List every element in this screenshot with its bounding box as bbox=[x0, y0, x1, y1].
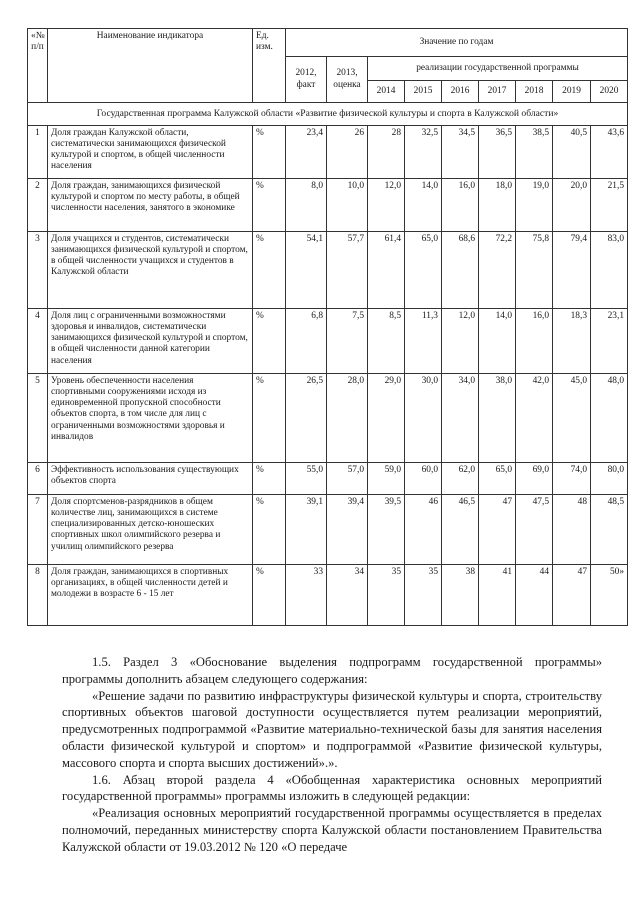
value-cell: 35 bbox=[368, 564, 405, 625]
value-cell: 6,8 bbox=[286, 308, 327, 373]
row-number: 2 bbox=[28, 178, 48, 231]
value-cell: 39,4 bbox=[327, 494, 368, 564]
col-header-values: Значение по годам bbox=[286, 29, 628, 57]
value-cell: 65,0 bbox=[479, 462, 516, 494]
year-header: 2018 bbox=[516, 81, 553, 103]
value-cell: 42,0 bbox=[516, 373, 553, 462]
value-cell: 10,0 bbox=[327, 178, 368, 231]
col-header-name: Наименование индикатора bbox=[48, 29, 253, 103]
paragraph-quote-1: «Решение задачи по развитию инфраструктуры физической культуры и спорта, строительству спортивных объектов шаговой доступности осуществляется путем реализации мероприятий, предусмотренных подпрограммой «Развитие материально-технической базы для занятия населения области физической культурой и спортом» и подпрограммой «Развитие физической культуры, массового спорта и спорта высших достижений».». bbox=[62, 688, 602, 770]
table-row bbox=[28, 125, 628, 178]
indicator-name: Уровень обеспеченности населения спортивными сооружениями исходя из единовременной пропускной способности объектов спорта, в том числе для лиц с ограниченными возможностями здоровья и инвалидов bbox=[48, 373, 253, 462]
value-cell: 14,0 bbox=[479, 308, 516, 373]
unit-cell: % bbox=[253, 564, 286, 625]
unit-cell: % bbox=[253, 308, 286, 373]
value-cell: 80,0 bbox=[591, 462, 628, 494]
value-cell: 68,6 bbox=[442, 231, 479, 308]
indicator-name: Доля граждан, занимающихся в спортивных организациях, в общей численности детей и молодежи в возрасте 6 - 15 лет bbox=[48, 564, 253, 625]
row-number: 5 bbox=[28, 373, 48, 462]
table-body bbox=[28, 125, 628, 625]
col-header-2013: 2013, оценка bbox=[327, 57, 368, 103]
table-row bbox=[28, 462, 628, 494]
table-row bbox=[28, 494, 628, 564]
value-cell: 59,0 bbox=[368, 462, 405, 494]
table-row bbox=[28, 231, 628, 308]
value-cell: 19,0 bbox=[516, 178, 553, 231]
unit-cell: % bbox=[253, 178, 286, 231]
value-cell: 47,5 bbox=[516, 494, 553, 564]
table-row bbox=[28, 308, 628, 373]
value-cell: 54,1 bbox=[286, 231, 327, 308]
row-number: 1 bbox=[28, 125, 48, 178]
value-cell: 75,8 bbox=[516, 231, 553, 308]
indicator-name: Доля учащихся и студентов, систематически занимающихся физической культурой и спортом, в общей численности учащихся и студентов в Калужской области bbox=[48, 231, 253, 308]
value-cell: 18,3 bbox=[553, 308, 591, 373]
value-cell: 29,0 bbox=[368, 373, 405, 462]
unit-cell: % bbox=[253, 462, 286, 494]
row-number: 6 bbox=[28, 462, 48, 494]
paragraph-1-6: 1.6. Абзац второй раздела 4 «Обобщенная характеристика основных мероприятий государственной программы» программы изложить в следующей редакции: bbox=[62, 772, 602, 804]
paragraph-1-5: 1.5. Раздел 3 «Обоснование выделения подпрограмм государственной программы» программы дополнить абзацем следующего содержания: bbox=[62, 655, 602, 686]
value-cell: 57,0 bbox=[327, 462, 368, 494]
value-cell: 23,4 bbox=[286, 125, 327, 178]
value-cell: 34,0 bbox=[442, 373, 479, 462]
indicator-name: Доля граждан, занимающихся физической культурой и спортом по месту работы, в общей численности населения, занятого в экономике bbox=[48, 178, 253, 231]
value-cell: 21,5 bbox=[591, 178, 628, 231]
value-cell: 48 bbox=[553, 494, 591, 564]
value-cell: 39,1 bbox=[286, 494, 327, 564]
value-cell: 14,0 bbox=[405, 178, 442, 231]
value-cell: 43,6 bbox=[591, 125, 628, 178]
value-cell: 72,2 bbox=[479, 231, 516, 308]
value-cell: 32,5 bbox=[405, 125, 442, 178]
value-cell: 47 bbox=[553, 564, 591, 625]
value-cell: 18,0 bbox=[479, 178, 516, 231]
indicator-name: Доля спортсменов-разрядников в общем количестве лиц, занимающихся в системе специализированных детско-юношеских спортивных школ олимпийского резерва и училищ олимпийского резерва bbox=[48, 494, 253, 564]
value-cell: 39,5 bbox=[368, 494, 405, 564]
indicator-name: Доля лиц с ограниченными возможностями здоровья и инвалидов, систематически занимающихся физической культурой и спортом, в общей численности данной категории населения bbox=[48, 308, 253, 373]
value-cell: 57,7 bbox=[327, 231, 368, 308]
row-number: 4 bbox=[28, 308, 48, 373]
indicator-name: Доля граждан Калужской области, систематически занимающихся физической культурой и спортом, в общей численности населения bbox=[48, 125, 253, 178]
year-header: 2020 bbox=[591, 81, 628, 103]
value-cell: 62,0 bbox=[442, 462, 479, 494]
value-cell: 41 bbox=[479, 564, 516, 625]
value-cell: 33 bbox=[286, 564, 327, 625]
value-cell: 26 bbox=[327, 125, 368, 178]
value-cell: 12,0 bbox=[442, 308, 479, 373]
paragraph-quote-2: «Реализация основных мероприятий государственной программы осуществляется в пределах полномочий, переданных министерству спорта Калужской области постановлением Правительства Калужской области от 19.03.2012 № 120 «О передаче bbox=[62, 806, 602, 854]
col-header-program: реализации государственной программы bbox=[368, 57, 628, 81]
value-cell: 79,4 bbox=[553, 231, 591, 308]
value-cell: 38 bbox=[442, 564, 479, 625]
value-cell: 40,5 bbox=[553, 125, 591, 178]
value-cell: 30,0 bbox=[405, 373, 442, 462]
table-row bbox=[28, 178, 628, 231]
value-cell: 61,4 bbox=[368, 231, 405, 308]
value-cell: 16,0 bbox=[516, 308, 553, 373]
row-number: 3 bbox=[28, 231, 48, 308]
table-row bbox=[28, 373, 628, 462]
year-header: 2017 bbox=[479, 81, 516, 103]
value-cell: 38,5 bbox=[516, 125, 553, 178]
value-cell: 47 bbox=[479, 494, 516, 564]
value-cell: 8,0 bbox=[286, 178, 327, 231]
col-header-unit: Ед. изм. bbox=[253, 29, 286, 103]
value-cell: 50» bbox=[591, 564, 628, 625]
value-cell: 55,0 bbox=[286, 462, 327, 494]
value-cell: 20,0 bbox=[553, 178, 591, 231]
unit-cell: % bbox=[253, 494, 286, 564]
program-title: Государственная программа Калужской области «Развитие физической культуры и спорта в Калужской области» bbox=[28, 103, 628, 126]
col-header-2012: 2012, факт bbox=[286, 57, 327, 103]
value-cell: 74,0 bbox=[553, 462, 591, 494]
year-header: 2016 bbox=[442, 81, 479, 103]
value-cell: 60,0 bbox=[405, 462, 442, 494]
value-cell: 35 bbox=[405, 564, 442, 625]
text-block bbox=[62, 654, 602, 856]
unit-cell: % bbox=[253, 231, 286, 308]
value-cell: 16,0 bbox=[442, 178, 479, 231]
year-header: 2015 bbox=[405, 81, 442, 103]
value-cell: 45,0 bbox=[553, 373, 591, 462]
value-cell: 23,1 bbox=[591, 308, 628, 373]
unit-cell: % bbox=[253, 125, 286, 178]
indicators-table bbox=[27, 28, 628, 626]
value-cell: 12,0 bbox=[368, 178, 405, 231]
value-cell: 65,0 bbox=[405, 231, 442, 308]
value-cell: 7,5 bbox=[327, 308, 368, 373]
value-cell: 46 bbox=[405, 494, 442, 564]
value-cell: 46,5 bbox=[442, 494, 479, 564]
table-row bbox=[28, 564, 628, 625]
row-number: 8 bbox=[28, 564, 48, 625]
value-cell: 83,0 bbox=[591, 231, 628, 308]
value-cell: 11,3 bbox=[405, 308, 442, 373]
value-cell: 36,5 bbox=[479, 125, 516, 178]
col-header-num: «№ п/п bbox=[28, 29, 48, 103]
unit-cell: % bbox=[253, 373, 286, 462]
row-number: 7 bbox=[28, 494, 48, 564]
value-cell: 69,0 bbox=[516, 462, 553, 494]
value-cell: 28,0 bbox=[327, 373, 368, 462]
value-cell: 38,0 bbox=[479, 373, 516, 462]
year-header: 2014 bbox=[368, 81, 405, 103]
value-cell: 34 bbox=[327, 564, 368, 625]
value-cell: 34,5 bbox=[442, 125, 479, 178]
value-cell: 28 bbox=[368, 125, 405, 178]
indicator-name: Эффективность использования существующих объектов спорта bbox=[48, 462, 253, 494]
year-header: 2019 bbox=[553, 81, 591, 103]
value-cell: 48,0 bbox=[591, 373, 628, 462]
value-cell: 44 bbox=[516, 564, 553, 625]
value-cell: 26,5 bbox=[286, 373, 327, 462]
value-cell: 48,5 bbox=[591, 494, 628, 564]
value-cell: 8,5 bbox=[368, 308, 405, 373]
